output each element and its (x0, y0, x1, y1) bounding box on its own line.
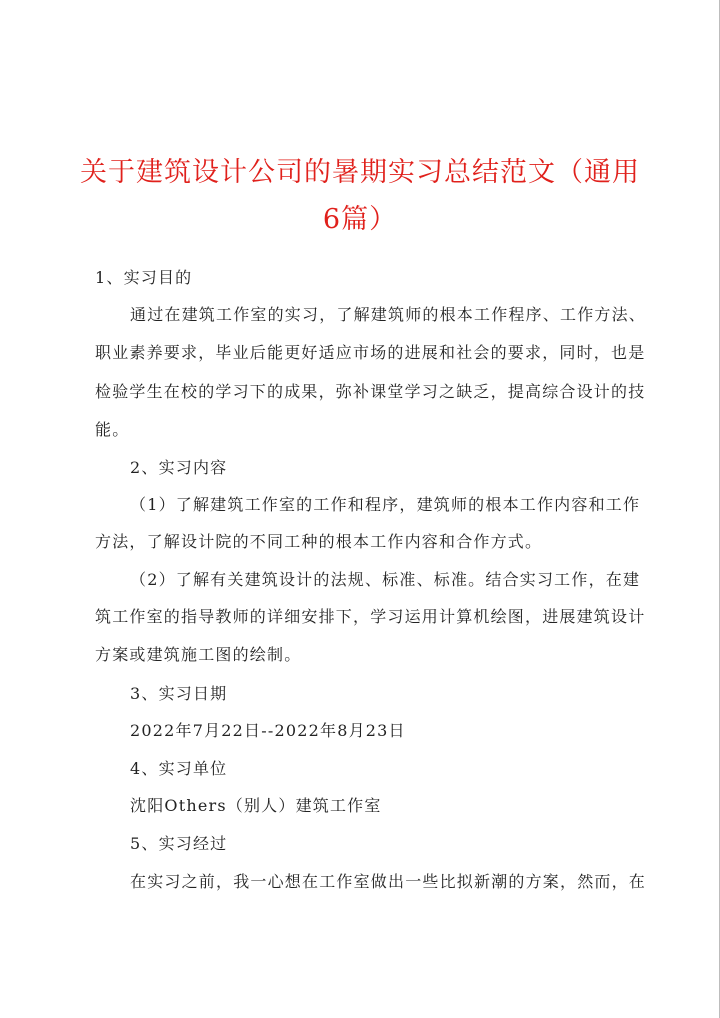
internship-dates: 2022年7月22日--2022年8月23日 (130, 721, 406, 740)
paragraph-line: （2）了解有关建筑设计的法规、标准、标准。结合实习工作，在建 (130, 570, 641, 589)
section-heading-dates: 3、实习日期 (130, 684, 228, 703)
paragraph-line: 方案或建筑施工图的绘制。 (95, 645, 302, 664)
section-heading-content: 2、实习内容 (130, 458, 228, 477)
document-title-line-2: 6篇） (322, 204, 398, 235)
paragraph-line: 在实习之前，我一心想在工作室做出一些比拟新潮的方案，然而，在 (130, 872, 647, 891)
section-heading-process: 5、实习经过 (130, 834, 228, 853)
section-heading-purpose: 1、实习目的 (95, 268, 193, 287)
paragraph-line: 通过在建筑工作室的实习，了解建筑师的根本工作程序、工作方法、 (130, 305, 647, 324)
paragraph-line: 筑工作室的指导教师的详细安排下，学习运用计算机绘图，进展建筑设计 (95, 607, 646, 626)
document-title-line-1: 关于建筑设计公司的暑期实习总结范文（通用 (80, 157, 640, 188)
paragraph-line: 职业素养要求，毕业后能更好适应市场的进展和社会的要求，同时，也是 (95, 343, 646, 362)
paragraph-line: 能。 (95, 420, 130, 439)
paragraph-line: （1）了解建筑工作室的工作和程序，建筑师的根本工作内容和工作 (130, 495, 641, 514)
internship-unit: 沈阳Others（别人）建筑工作室 (130, 796, 382, 815)
paragraph-line: 方法，了解设计院的不同工种的根本工作内容和合作方式。 (95, 532, 543, 551)
paragraph-line: 检验学生在校的学习下的成果，弥补课堂学习之缺乏，提高综合设计的技 (95, 382, 646, 401)
section-heading-unit: 4、实习单位 (130, 759, 228, 778)
